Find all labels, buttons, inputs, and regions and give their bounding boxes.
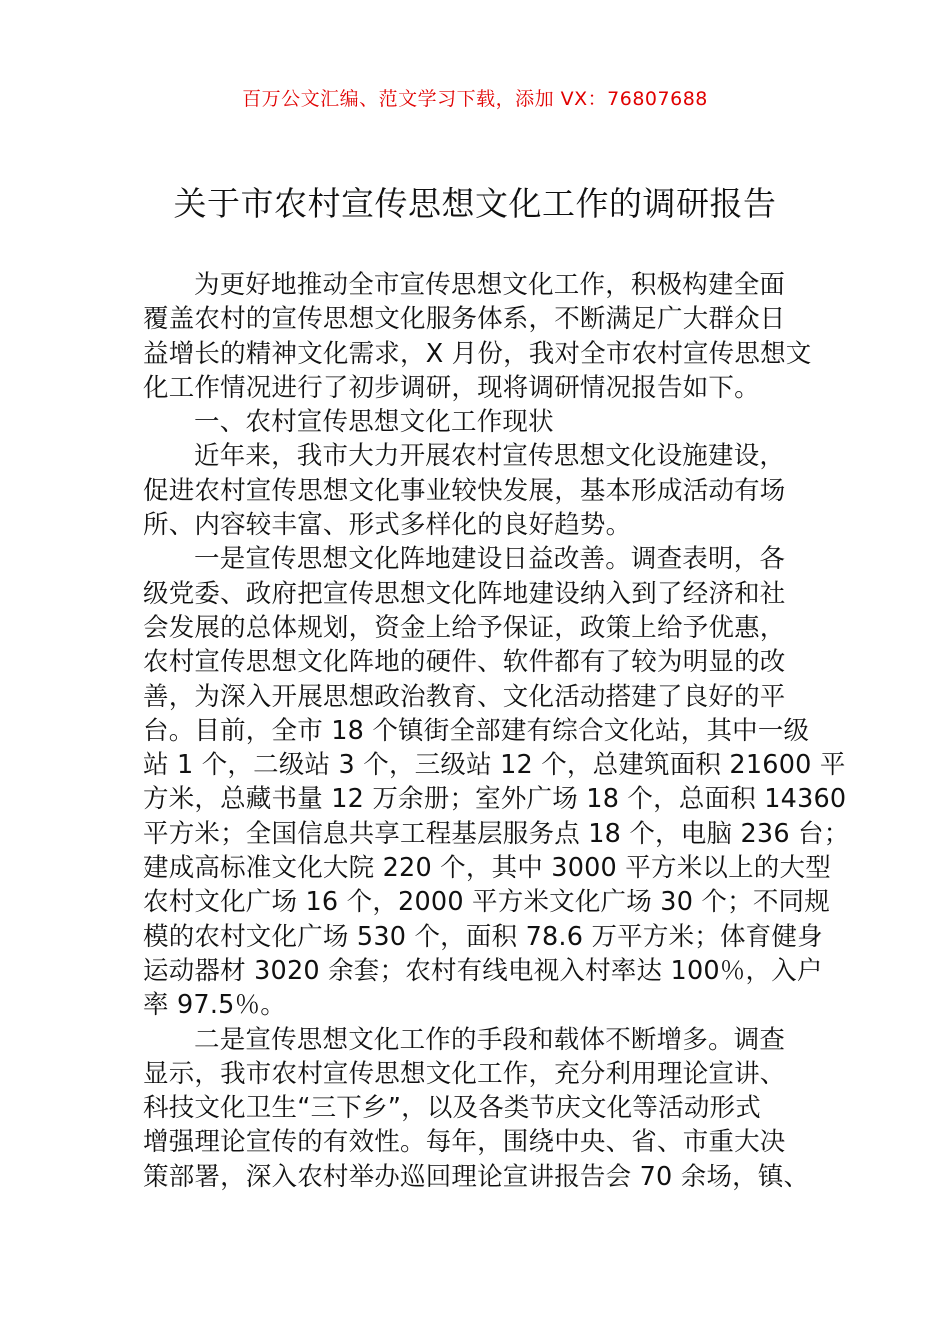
text-line: 一是宣传思想文化阵地建设日益改善。调查表明，各	[194, 544, 786, 575]
text-line: 二是宣传思想文化工作的手段和载体不断增多。调查	[194, 1024, 786, 1055]
text-line: 率 97.5％。	[143, 990, 286, 1021]
text-line: 会发展的总体规划，资金上给予保证，政策上给予优惠，	[143, 612, 786, 643]
text-line: 站 1 个，二级站 3 个，三级站 12 个，总建筑面积 21600 平	[143, 750, 846, 781]
text-line: 农村宣传思想文化阵地的硬件、软件都有了较为明显的改	[143, 647, 786, 678]
text-line: 台。目前，全市 18 个镇街全部建有综合文化站，其中一级	[143, 715, 810, 746]
text-line: 显示，我市农村宣传思想文化工作，充分利用理论宣讲、	[143, 1058, 786, 1089]
text-line: 为更好地推动全市宣传思想文化工作，积极构建全面	[194, 270, 786, 300]
text-line: 所、内容较丰富、形式多样化的良好趋势。	[143, 510, 632, 541]
text-line: 模的农村文化广场 530 个，面积 78.6 万平方米；体育健身	[143, 921, 823, 952]
text-line: 增强理论宣传的有效性。每年，围绕中央、省、市重大决	[143, 1127, 786, 1158]
text-line: 平方米；全国信息共享工程基层服务点 18 个，电脑 236 台；	[143, 818, 850, 849]
text-line: 农村文化广场 16 个，2000 平方米文化广场 30 个；不同规	[143, 887, 830, 918]
text-line: 益增长的精神文化需求，X 月份，我对全市农村宣传思想文	[143, 338, 812, 369]
text-line: 策部署，深入农村举办巡回理论宣讲报告会 70 余场，镇、	[143, 1161, 810, 1192]
text-line: 级党委、政府把宣传思想文化阵地建设纳入到了经济和社	[143, 578, 786, 609]
text-line: 化工作情况进行了初步调研，现将调研情况报告如下。	[143, 372, 760, 403]
section-heading: 一、农村宣传思想文化工作现状	[194, 407, 554, 438]
document-body	[143, 268, 850, 1194]
text-line: 覆盖农村的宣传思想文化服务体系，不断满足广大群众日	[143, 304, 786, 335]
text-line: 善，为深入开展思想政治教育、文化活动搭建了良好的平	[143, 681, 786, 712]
text-line: 建成高标准文化大院 220 个，其中 3000 平方米以上的大型	[143, 853, 831, 884]
text-line: 近年来，我市大力开展农村宣传思想文化设施建设，	[194, 441, 786, 472]
text-line: 方米，总藏书量 12 万余册；室外广场 18 个，总面积 14360	[143, 784, 847, 815]
header-note: 百万公文汇编、范文学习下载，添加 VX：76807688	[242, 88, 708, 110]
document-title: 关于市农村宣传思想文化工作的调研报告	[173, 184, 777, 223]
text-line: 运动器材 3020 余套；农村有线电视入村率达 100％，入户	[143, 955, 823, 986]
text-line: 促进农村宣传思想文化事业较快发展，基本形成活动有场	[143, 475, 786, 506]
text-line: 科技文化卫生“三下乡”，以及各类节庆文化等活动形式	[143, 1093, 761, 1124]
